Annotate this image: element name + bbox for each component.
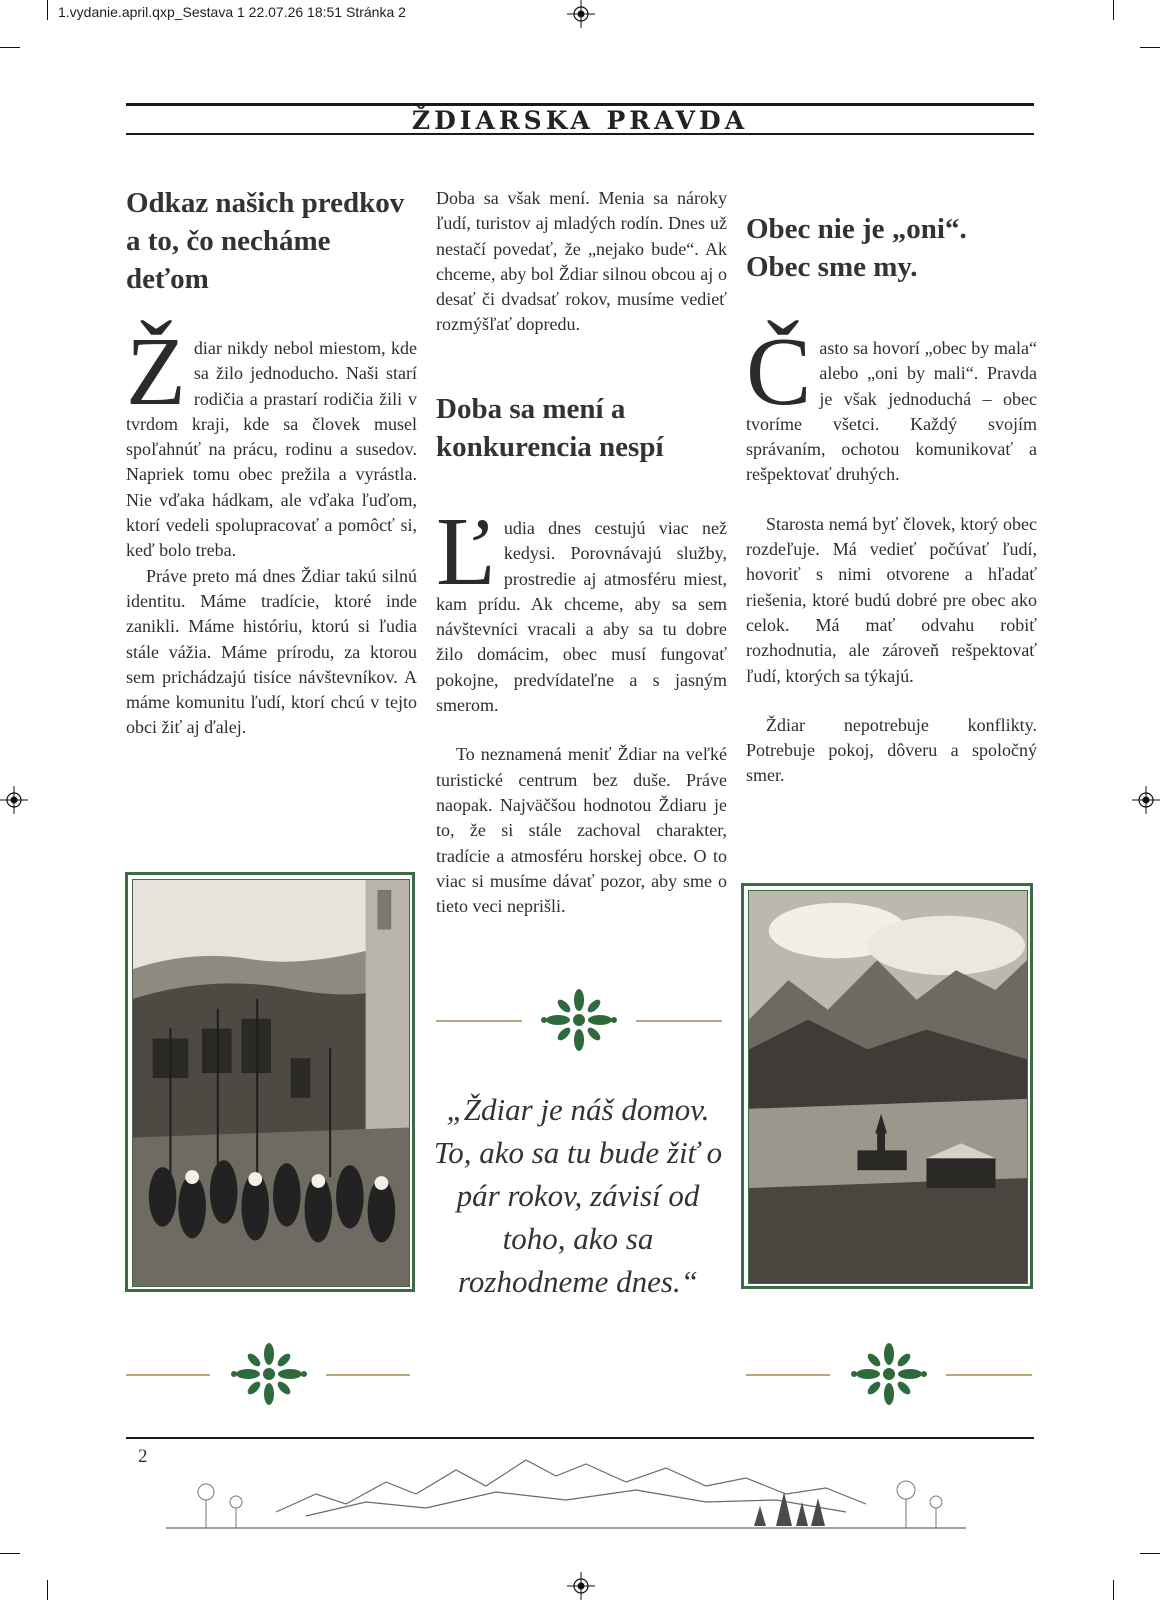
- article-body: [436, 498, 727, 919]
- paragraph: udia dnes cestujú viac než kedysi. Porovnávajú služby, prostredie aj atmosféru miest, kam prídu. Ak chceme, aby sa sem návštevníci vracali a aby sa tu dobre žilo domácim, obec musí fungovať pokojne, predvídateľne a s jasným smerom.: [436, 518, 727, 716]
- crop-mark: [0, 1553, 20, 1554]
- crop-mark: [1113, 1580, 1114, 1600]
- drop-cap: Č: [746, 318, 812, 426]
- crop-mark: [1140, 1553, 1160, 1554]
- folk-flower-ornament-icon: [226, 1340, 312, 1408]
- ornament-rule: [636, 1020, 722, 1022]
- crop-mark: [47, 1580, 48, 1600]
- folk-flower-ornament-icon: [846, 1340, 932, 1408]
- photo-frame: [741, 883, 1033, 1289]
- article-body: [746, 318, 1037, 789]
- footer-rule: [126, 1437, 1034, 1439]
- section-headline: Doba sa mení a konkurencia nespí: [436, 393, 664, 463]
- folk-flower-ornament-icon: [536, 986, 622, 1054]
- paragraph: asto sa hovorí „obec by mala“ alebo „oni by mali“. Pravda je však jednoduchá – obec tvoríme všetci. Každý svojím správaním, ochotou komunikovať a rešpektovať druhých.: [746, 338, 1037, 485]
- crop-mark: [1140, 47, 1160, 48]
- masthead-bottom-rule: [126, 133, 1034, 135]
- masthead-title: ŽDIARSKA PRAVDA: [411, 106, 749, 135]
- paragraph: Ždiar nepotrebuje konflikty. Potrebuje pokoj, dôveru a spoločný smer.: [746, 714, 1037, 786]
- village-landscape-photo: [748, 890, 1028, 1284]
- ornament-rule: [326, 1374, 410, 1376]
- crop-mark: [1113, 0, 1114, 20]
- registration-mark-icon: [567, 1572, 595, 1600]
- photo-frame: [125, 872, 415, 1292]
- pull-quote: „Ždiar je náš domov. To, ako sa tu bude žiť o pár rokov, závisí od toho, ako sa rozhodneme dnes.“: [433, 1092, 723, 1299]
- paragraph: diar nikdy nebol miestom, kde sa žilo jednoducho. Naši starí rodičia a prastarí rodičia žili v tvrdom kraji, kde sa človek musel spoľahnúť na prácu, rodinu a susedov. Napriek tomu obec prežila a vyrástla. Nie vďaka hádkam, ale vďaka ľuďom, ktorí vedeli spolupracovať a pomôcť si, keď bolo treba.: [126, 338, 417, 561]
- ornament-rule: [126, 1374, 210, 1376]
- article-headline: Odkaz našich predkov a to, čo necháme deťom: [126, 187, 405, 295]
- section-headline: Obec nie je „oni“. Obec sme my.: [746, 213, 967, 283]
- registration-mark-icon: [567, 0, 595, 28]
- paragraph: Doba sa však mení. Menia sa nároky ľudí, turistov aj mladých rodín. Dnes už nestačí povedať, že „nejako bude“. Ak chceme, aby bol Ždiar silnou obcou aj o desať či dvadsať rokov, musíme vedieť rozmýšľať dopredu.: [436, 188, 727, 335]
- article-body: [126, 318, 417, 741]
- crop-mark: [47, 0, 48, 20]
- paragraph: To neznamená meniť Ždiar na veľké turistické centrum bez duše. Práve naopak. Najväčšou hodnotou Ždiaru je to, že si stále zachoval charakter, tradície a atmosféru horskej obce. O to viac si musíme dávať pozor, aby sme o tieto veci neprišli.: [436, 744, 727, 917]
- ornament-rule: [436, 1020, 522, 1022]
- ornament-rule: [746, 1374, 830, 1376]
- print-slug: 1.vydanie.april.qxp_Sestava 1 22.07.26 18:51 Stránka 2: [58, 4, 406, 20]
- article-body: [436, 186, 727, 338]
- registration-mark-icon: [0, 786, 28, 814]
- mountain-illustration: [166, 1442, 966, 1534]
- paragraph: Práve preto má dnes Ždiar takú silnú identitu. Máme tradície, ktoré inde zanikli. Máme históriu, ktorú si ľudia stále vážia. Máme prírodu, za ktorou sem prichádzajú tisíce návštevníkov. A máme komunitu ľudí, ktorí chcú v tejto obci žiť aj ďalej.: [126, 565, 417, 738]
- ornament-rule: [946, 1374, 1032, 1376]
- crop-mark: [0, 47, 20, 48]
- drop-cap: Ľ: [436, 498, 496, 606]
- paragraph: Starosta nemá byť človek, ktorý obec rozdeľuje. Má vedieť počúvať ľudí, hovoriť s nimi otvorene a hľadať riešenia, ktoré budú dobré pre obec ako celok. Má mať odvahu robiť rozhodnutia, ale zároveň rešpektovať ľudí, ktorých sa týkajú.: [746, 513, 1037, 686]
- registration-mark-icon: [1132, 786, 1160, 814]
- procession-photo: [132, 879, 410, 1287]
- page-number: 2: [138, 1446, 148, 1467]
- drop-cap: Ž: [126, 318, 186, 426]
